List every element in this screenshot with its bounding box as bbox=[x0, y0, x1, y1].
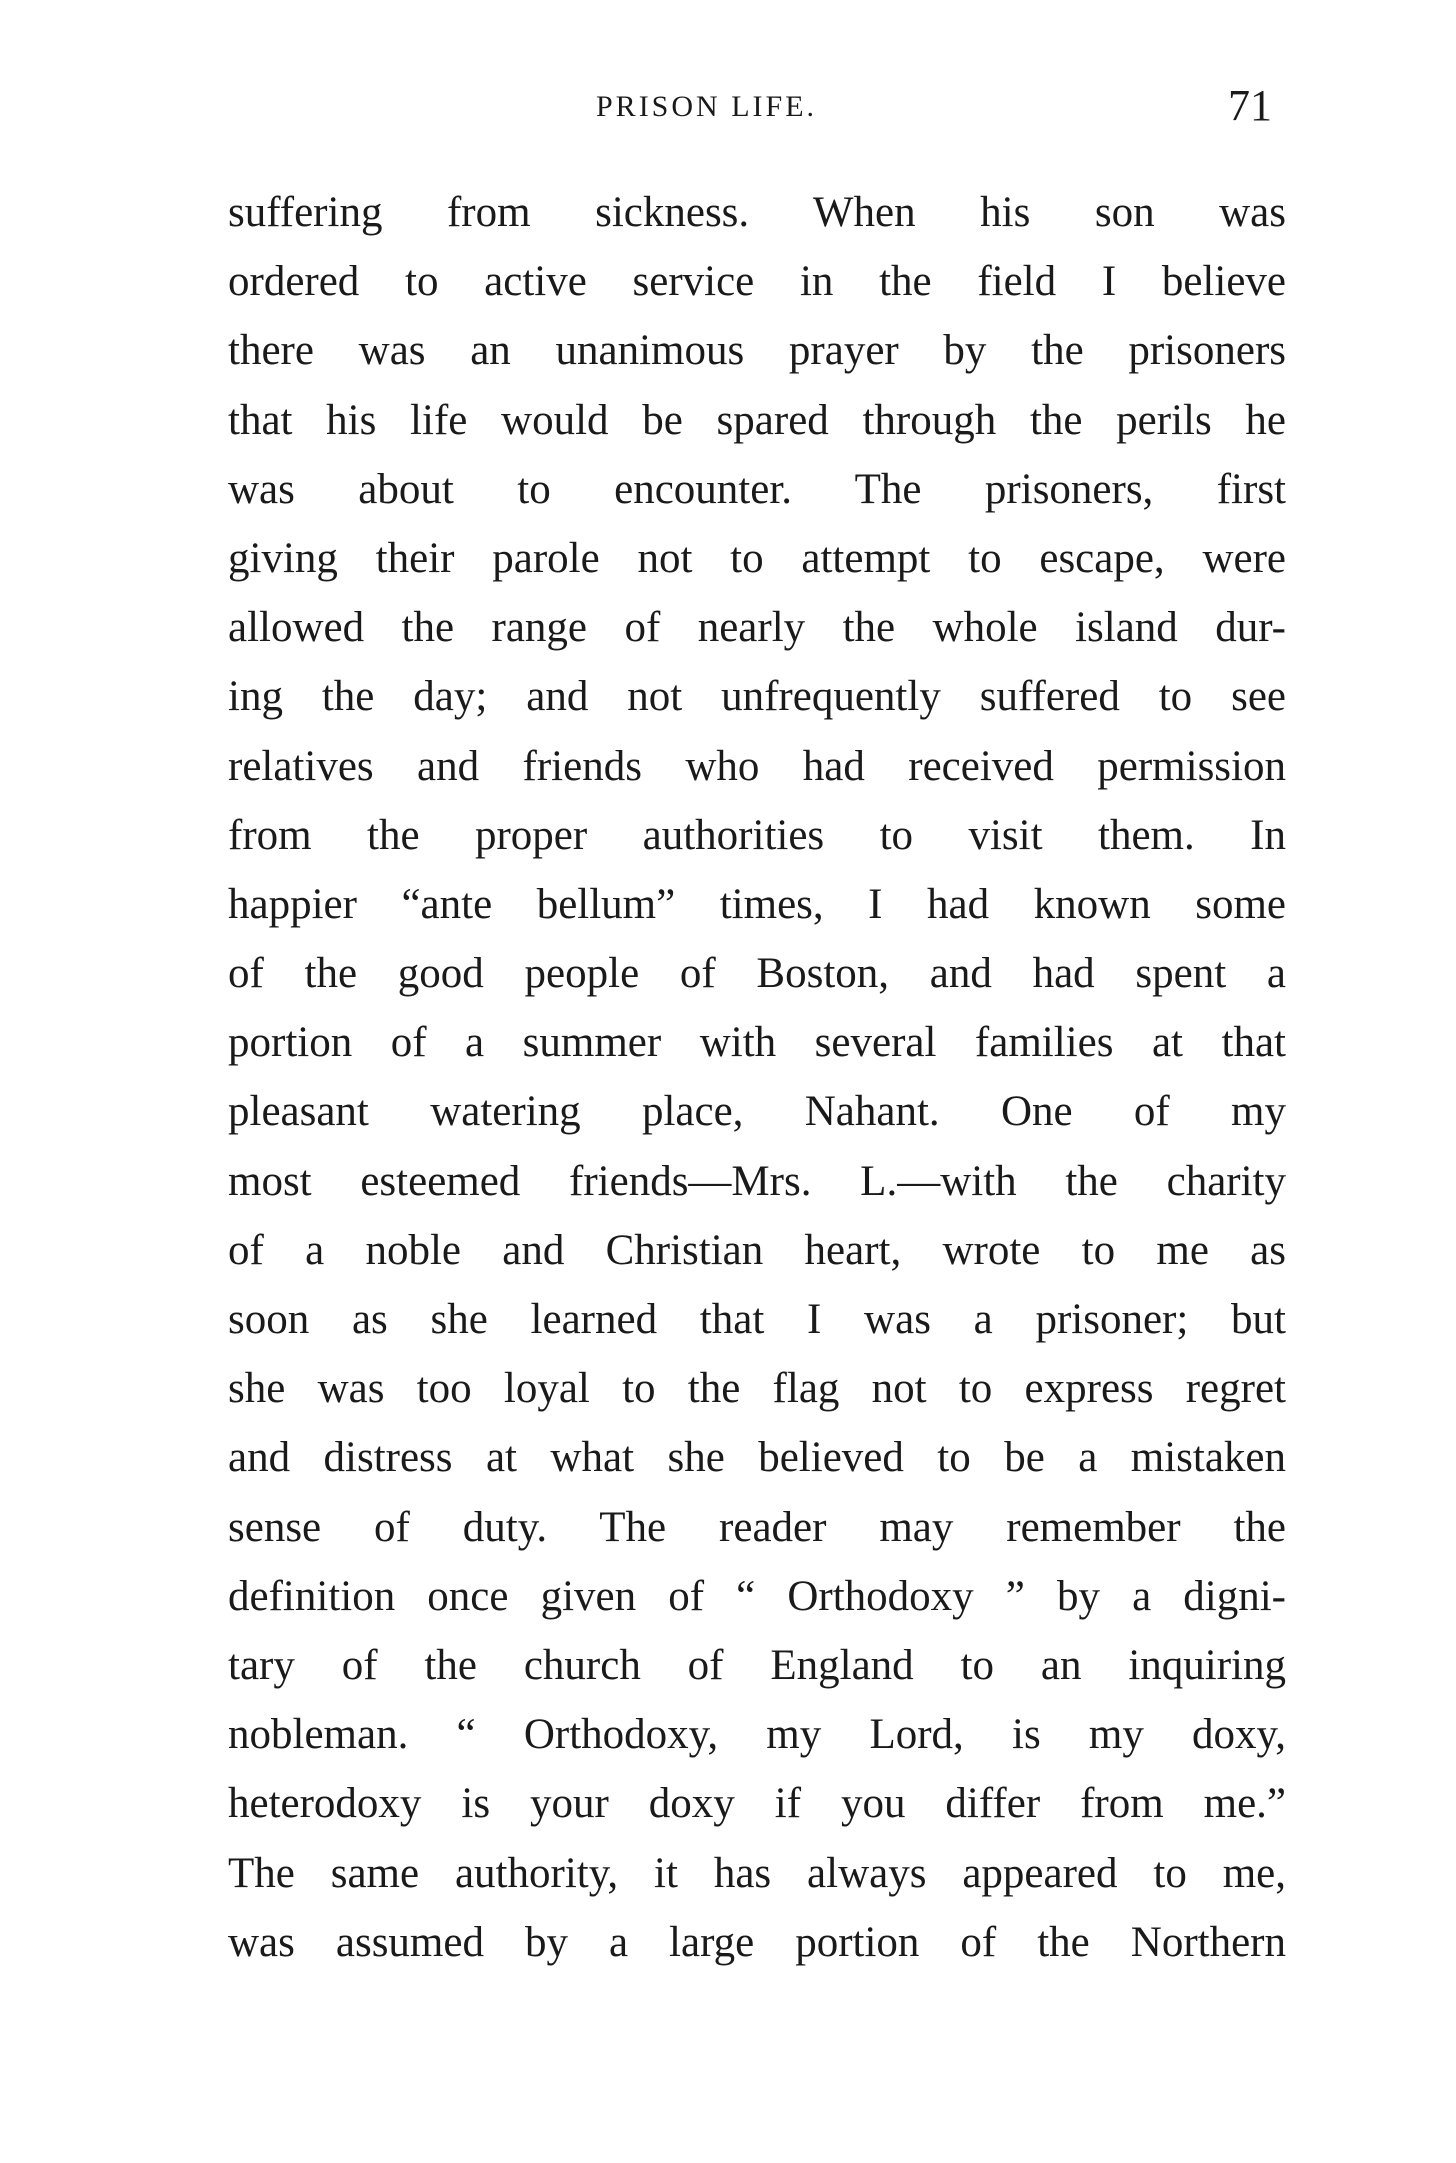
text-line-19: and distress at what she believed to be a mistaken bbox=[228, 1434, 1286, 1482]
text-line-18: she was too loyal to the flag not to express regret bbox=[228, 1365, 1286, 1413]
text-line-10: from the proper authorities to visit them. In bbox=[228, 811, 1286, 859]
text-line-17: soon as she learned that I was a prisoner; but bbox=[228, 1296, 1286, 1343]
text-line-11: happier “ante bellum” times, I had known some bbox=[228, 880, 1286, 928]
text-line-13: portion of a summer with several families at that bbox=[228, 1019, 1286, 1067]
text-line-16: of a noble and Christian heart, wrote to me as bbox=[228, 1226, 1286, 1274]
text-line-8: ing the day; and not unfrequently suffered to see bbox=[228, 673, 1286, 721]
text-line-26: was assumed by a large portion of the Northern bbox=[228, 1918, 1286, 1966]
text-line-20: sense of duty. The reader may remember the bbox=[228, 1503, 1286, 1551]
text-line-7: allowed the range of nearly the whole island dur- bbox=[228, 604, 1286, 652]
text-line-9: relatives and friends who had received permission bbox=[228, 742, 1286, 790]
running-title: PRISON LIFE. bbox=[596, 90, 818, 123]
text-line-21: definition once given of “ Orthodoxy ” by a digni- bbox=[228, 1572, 1286, 1620]
body-text bbox=[228, 178, 1286, 1977]
text-line-23: nobleman. “ Orthodoxy, my Lord, is my doxy, bbox=[228, 1711, 1286, 1759]
text-line-1: suffering from sickness. When his son was bbox=[228, 189, 1286, 236]
text-line-12: of the good people of Boston, and had spent a bbox=[228, 950, 1286, 998]
text-line-22: tary of the church of England to an inquiring bbox=[228, 1641, 1286, 1689]
page-number: 71 bbox=[1228, 81, 1272, 130]
text-line-15: most esteemed friends—Mrs. L.—with the charity bbox=[228, 1157, 1286, 1205]
text-line-24: heterodoxy is your doxy if you differ from me.” bbox=[228, 1780, 1286, 1828]
running-head bbox=[0, 80, 1456, 140]
text-line-5: was about to encounter. The prisoners, first bbox=[228, 465, 1286, 513]
text-line-14: pleasant watering place, Nahant. One of my bbox=[228, 1088, 1286, 1136]
text-line-6: giving their parole not to attempt to escape, were bbox=[228, 534, 1286, 582]
text-line-4: that his life would be spared through the perils he bbox=[228, 396, 1286, 444]
text-line-3: there was an unanimous prayer by the prisoners bbox=[228, 327, 1286, 375]
text-line-25: The same authority, it has always appeared to me, bbox=[228, 1849, 1286, 1897]
text-line-2: ordered to active service in the field I believe bbox=[228, 258, 1286, 306]
